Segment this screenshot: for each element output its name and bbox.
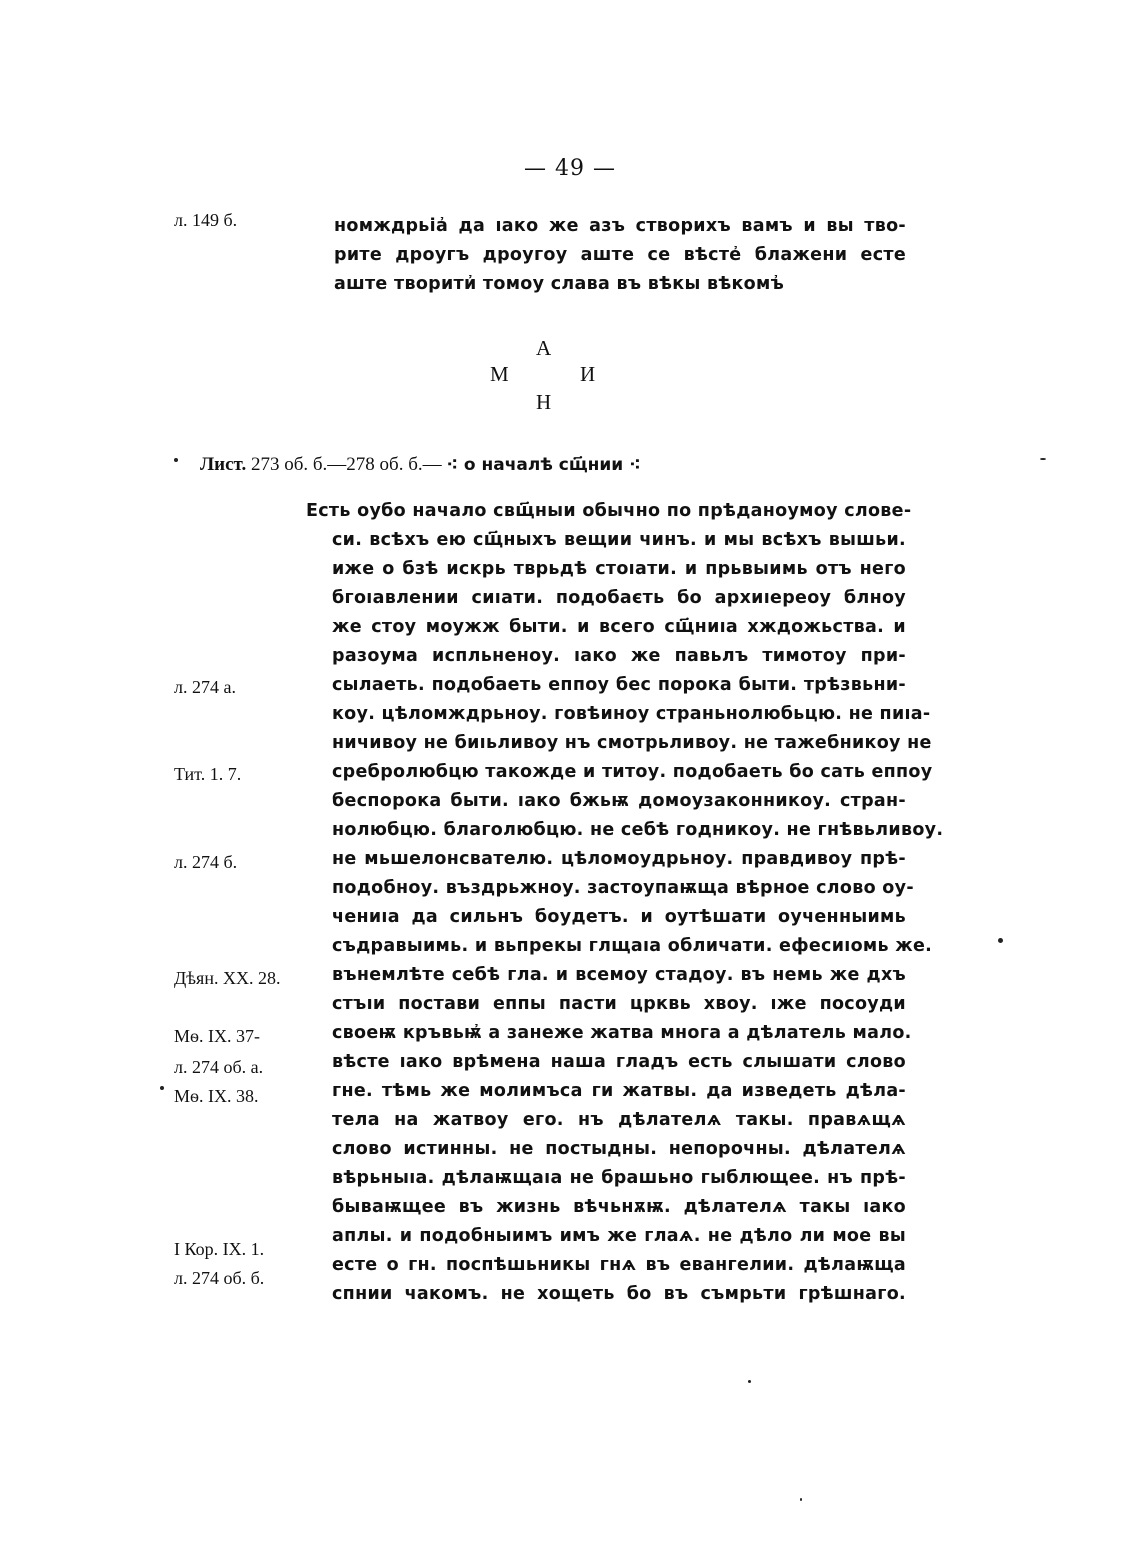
main-text-block: [306, 497, 944, 1309]
text-line: коу. цѣломждрьноу. говѣиноу страньнолюбьцю. не пиıа-: [332, 704, 931, 724]
scan-speck: [160, 1086, 164, 1090]
text-line: чениıа да сильнъ боудетъ. и оутѣшати оученныимь: [332, 907, 906, 927]
page-number: — 49 —: [524, 156, 616, 181]
text-line: ничивоу не биıьливоу нъ смотрьливоу. не тажебникоу не: [332, 733, 932, 753]
margin-note: Тит. 1. 7.: [174, 764, 242, 784]
text-line: нолюбцю. благолюбцю. не себѣ годникоу. не гнѣвьливоу.: [332, 820, 944, 840]
text-line: вѣрьныıа. дѣлаѭщаıа не брашьно гыблющее. нъ прѣ-: [332, 1168, 906, 1188]
margin-note: л. 274 об. б.: [174, 1268, 265, 1288]
text-line: есте о гн. поспѣшьникы гнѧ въ евангелии. дѣлаѭща: [332, 1255, 906, 1275]
cross-letter-left: М: [490, 362, 509, 386]
text-line: съдравыимь. и вьпрекы глщаıа обличати. ефесиıомь же.: [332, 936, 933, 956]
text-line: бгоıавлении сиıати. подобаєть бо архиıереоу блноу: [332, 588, 906, 608]
text-line: своеѭ кръвьѭ҆ а занеже жатва многа а дѣлатель мало.: [332, 1023, 912, 1043]
section-heading: [200, 454, 641, 476]
text-line: аплы. и подобныимъ имъ же глаѧ. не дѣло ли мое вы: [332, 1226, 906, 1246]
text-line: Есть оубо начало свщ҃ныи обычно по прѣданоумоу слове-: [306, 501, 912, 521]
text-line: сылаеть. подобаеть еппоу бес порока быти. трѣзвьни-: [332, 675, 906, 695]
top-line: рите дроугъ дроугоу аште се вѣсте҆ блажени есте: [334, 245, 906, 265]
cross-letter-bottom: Н: [536, 390, 552, 414]
scan-speck: [174, 458, 178, 462]
text-line: разоума испльненоу. ıако же павьлъ тимотоу при-: [332, 646, 906, 666]
top-text-block: [334, 212, 906, 299]
heading-label: Лист.: [200, 454, 247, 475]
text-line: стъıи постави еппы пасти црквь хвоу. ıже посоуди: [332, 994, 906, 1014]
scan-speck: [748, 1380, 751, 1383]
margin-note: Мѳ. IX. 37-: [174, 1026, 260, 1046]
heading-title: ⁖ о началѣ сщ҃нии ⁖: [446, 455, 641, 475]
margin-note: л. 274 об. а.: [174, 1057, 264, 1077]
margin-note: I Кор. IX. 1.: [174, 1239, 265, 1259]
text-line: си. всѣхъ ею сщ҃ныхъ вещии чинъ. и мы всѣхъ вышьи.: [332, 530, 906, 550]
top-line: номждрьіа҆ да ıако же азъ створихъ вамъ и вы тво-: [334, 216, 906, 236]
text-line: гне. тѣмь же молимъса ги жатвы. да изведеть дѣла-: [332, 1081, 906, 1101]
margin-note: Дѣян. ХХ. 28.: [174, 968, 281, 988]
cross-letter-right: И: [580, 362, 596, 386]
text-line: сребролюбцю такожде и титоу. подобаеть бо сать еппоу: [332, 762, 933, 782]
text-line: вѣсте ıако врѣмена наша гладъ есть слышати слово: [332, 1052, 906, 1072]
text-line: вънемлѣте себѣ гла. и всемоу стадоу. въ немь же дхъ: [332, 965, 906, 985]
margin-note: л. 274 б.: [174, 852, 238, 872]
text-line: слово истинны. не постыдны. непорочны. дѣлателѧ: [332, 1139, 906, 1159]
top-line: аште творити҆ томоу слава въ вѣкы вѣкомъ҆: [334, 274, 785, 294]
heading-range: 273 об. б.—278 об. б.—: [250, 454, 442, 475]
text-line: тела на жатвоу его. нъ дѣлателѧ такы. правѧщѧ: [332, 1110, 906, 1130]
scan-speck: [1040, 458, 1046, 460]
text-line: спнии чакомъ. не хощеть бо въ съмрьти грѣшнаго.: [332, 1284, 906, 1304]
text-line: не мьшелонсвателю. цѣломоудрьноу. правдивоу прѣ-: [332, 849, 906, 869]
margin-note: Мѳ. IX. 38.: [174, 1086, 259, 1106]
text-line: же стоу моужж быти. и всего сщ҃ниıа хждожьства. и: [332, 617, 906, 637]
text-line: подобноу. въздрьжноу. застоупаѭща вѣрное слово оу-: [332, 878, 914, 898]
text-line: беспорока быти. ıако бжьѭ домоузаконникоу. стран-: [332, 791, 906, 811]
scan-speck: [998, 938, 1003, 943]
margin-note: л. 274 а.: [174, 677, 236, 697]
text-line: иже о бзѣ искрь тврьдѣ стоıати. и прьвыимь отъ него: [332, 559, 906, 579]
cross-letter-top: А: [536, 336, 552, 360]
margin-note-top: л. 149 б.: [174, 210, 238, 230]
text-line: бываѭщее въ жизнь вѣчьнѫѭ. дѣлателѧ такы ıако: [332, 1197, 906, 1217]
scan-speck: [800, 1498, 802, 1501]
